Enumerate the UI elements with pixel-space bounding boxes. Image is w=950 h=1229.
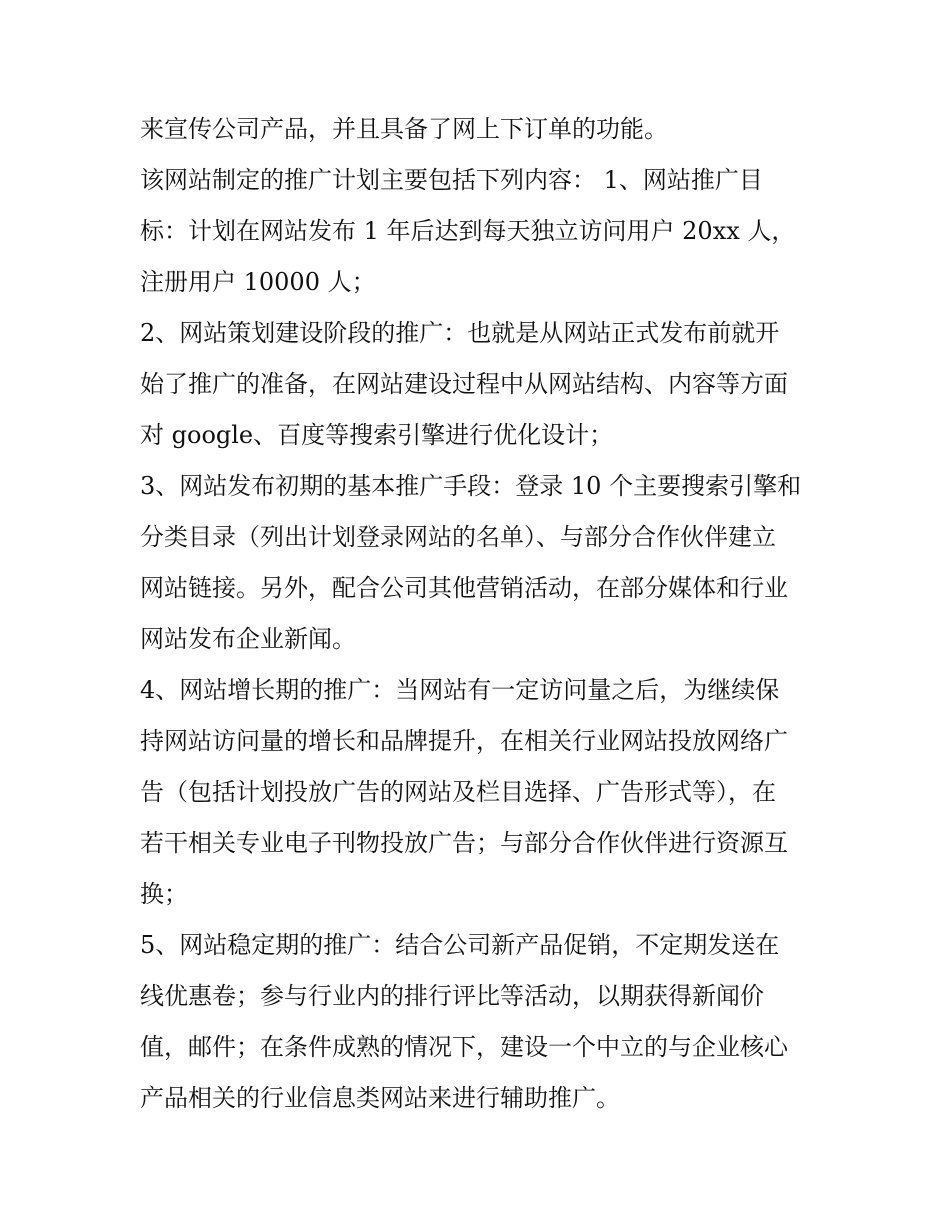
text-line: 2、网站策划建设阶段的推广：也就是从网站正式发布前就开: [140, 319, 780, 347]
text-line: 来宣传公司产品，并且具备了网上下订单的功能。: [140, 115, 668, 143]
text-line: 告（包括计划投放广告的网站及栏目选择、广告形式等），在: [140, 778, 776, 806]
text-line: 产品相关的行业信息类网站来进行辅助推广。: [140, 1084, 620, 1112]
text-line: 对 google、百度等搜索引擎进行优化设计；: [140, 421, 614, 449]
text-line: 注册用户 10000 人；: [140, 268, 376, 296]
text-line: 值，邮件；在条件成熟的情况下，建设一个中立的与企业核心: [140, 1033, 788, 1061]
text-line: 若干相关专业电子刊物投放广告；与部分合作伙伴进行资源互: [140, 829, 788, 857]
text-line: 始了推广的准备，在网站建设过程中从网站结构、内容等方面: [140, 370, 788, 398]
text-line: 换；: [140, 880, 188, 908]
text-line: 网站链接。另外，配合公司其他营销活动，在部分媒体和行业: [140, 574, 788, 602]
text-line: 该网站制定的推广计划主要包括下列内容： 1、网站推广目: [140, 166, 763, 194]
text-line: 分类目录（列出计划登录网站的名单）、与部分合作伙伴建立: [140, 523, 776, 551]
text-line: 线优惠卷；参与行业内的排行评比等活动，以期获得新闻价: [140, 982, 764, 1010]
text-line: 标：计划在网站发布 1 年后达到每天独立访问用户 20xx 人，: [140, 217, 796, 245]
text-line: 3、网站发布初期的基本推广手段：登录 10 个主要搜索引擎和: [140, 472, 802, 500]
text-line: 网站发布企业新闻。: [140, 625, 356, 653]
text-line: 5、网站稳定期的推广：结合公司新产品促销，不定期发送在: [140, 931, 780, 959]
text-line: 持网站访问量的增长和品牌提升，在相关行业网站投放网络广: [140, 727, 788, 755]
document-body: [140, 104, 820, 1124]
text-line: 4、网站增长期的推广：当网站有一定访问量之后，为继续保: [140, 676, 780, 704]
